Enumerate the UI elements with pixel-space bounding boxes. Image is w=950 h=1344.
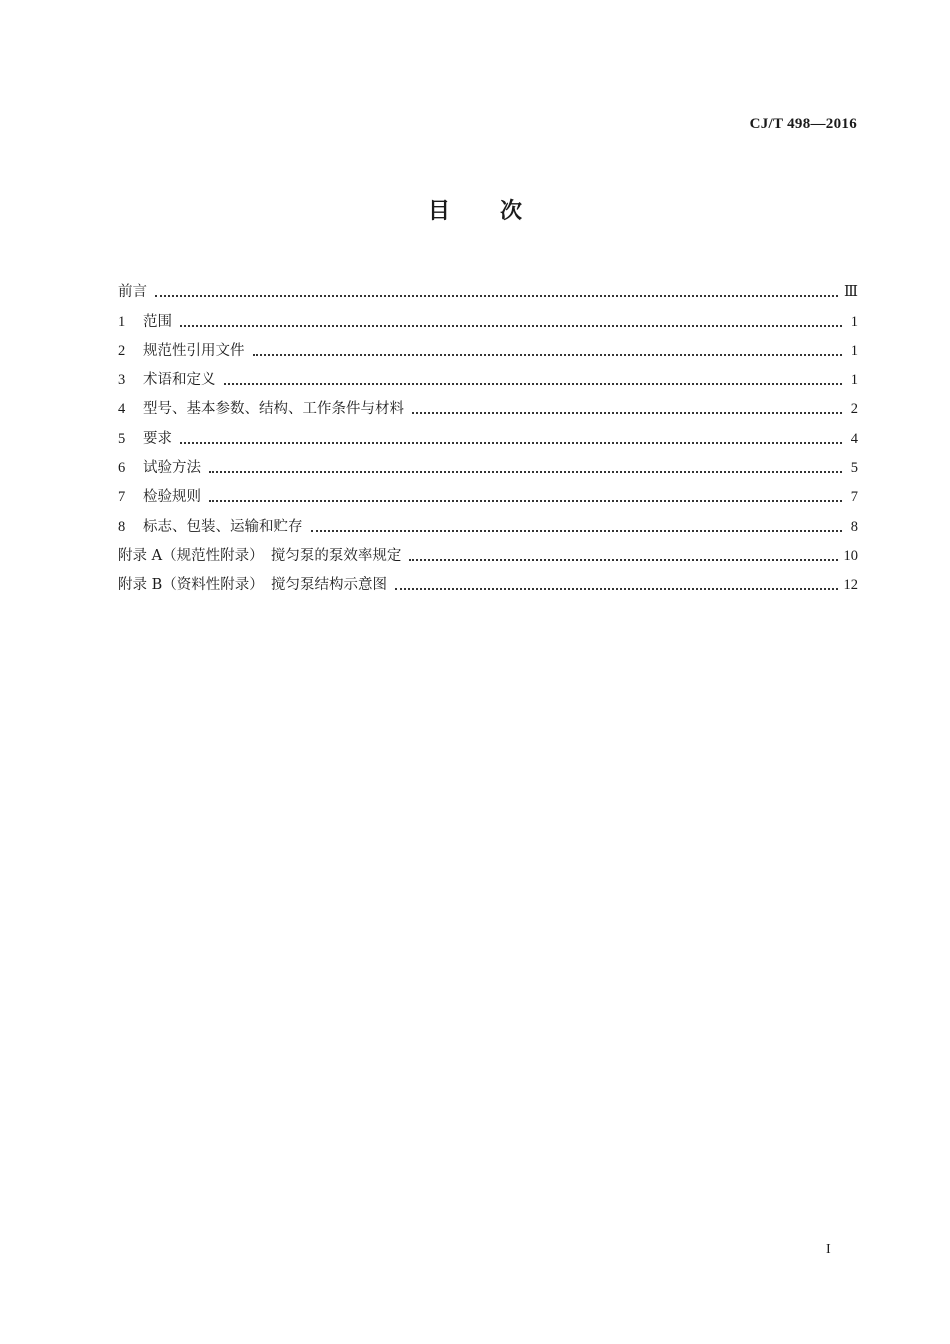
toc-entry-normative-references[interactable]	[118, 332, 858, 361]
toc-entry-annex-a[interactable]	[118, 537, 858, 566]
toc-entry-page: 1	[850, 313, 858, 330]
toc-entry-page: 7	[850, 489, 858, 506]
toc-entry-number: 2	[118, 342, 126, 359]
toc-entry-foreword[interactable]	[118, 273, 858, 302]
toc-entry-page: 8	[850, 518, 858, 535]
toc-entry-page: 10	[843, 547, 858, 564]
toc-dot-leader	[180, 442, 842, 444]
toc-title	[0, 196, 950, 228]
toc-entry-label: 前言	[118, 284, 147, 301]
toc-dot-leader	[253, 354, 843, 356]
toc-dot-leader	[209, 471, 842, 473]
toc-title-char: 目	[427, 199, 450, 224]
toc-entry-page: Ⅲ	[844, 284, 858, 301]
toc-entry-page: 2	[850, 401, 858, 418]
toc-entry-label: 附录 A（规范性附录） 搅匀泵的泵效率规定	[118, 547, 402, 564]
toc-entry-terms-definitions[interactable]	[118, 361, 858, 390]
toc-entry-label: 型号、基本参数、结构、工作条件与材料	[143, 401, 404, 418]
toc-entry-test-methods[interactable]	[118, 449, 858, 478]
toc-entry-label: 规范性引用文件	[143, 342, 245, 359]
toc-dot-leader	[224, 383, 843, 385]
toc-entry-number: 5	[118, 430, 126, 447]
page-number: I	[826, 1242, 831, 1257]
toc-entry-page: 1	[850, 342, 858, 359]
toc-entry-number: 4	[118, 401, 126, 418]
toc-dot-leader	[409, 559, 837, 561]
toc-dot-leader	[395, 588, 837, 590]
toc-entry-inspection-rules[interactable]	[118, 478, 858, 507]
toc-entry-number: 3	[118, 372, 126, 389]
toc-entry-label: 范围	[143, 313, 172, 330]
toc-entry-label: 附录 B（资料性附录） 搅匀泵结构示意图	[118, 577, 388, 594]
toc-dot-leader	[311, 530, 843, 532]
toc-entry-page: 12	[843, 577, 858, 594]
toc-entry-number: 7	[118, 489, 126, 506]
toc-entry-marking-packaging[interactable]	[118, 507, 858, 536]
toc-entry-label: 术语和定义	[143, 372, 216, 389]
toc-list	[118, 273, 858, 595]
toc-entry-page: 5	[850, 460, 858, 477]
toc-entry-page: 1	[850, 372, 858, 389]
toc-dot-leader	[412, 412, 842, 414]
toc-title-char: 次	[500, 199, 523, 224]
toc-entry-model-parameters[interactable]	[118, 390, 858, 419]
toc-entry-scope[interactable]	[118, 302, 858, 331]
toc-entry-label: 检验规则	[143, 489, 201, 506]
toc-entry-annex-b[interactable]	[118, 566, 858, 595]
toc-entry-label: 标志、包装、运输和贮存	[143, 518, 303, 535]
toc-entry-number: 6	[118, 460, 126, 477]
standard-code: CJ/T 498—2016	[749, 116, 857, 132]
toc-entry-requirements[interactable]	[118, 419, 858, 448]
toc-entry-page: 4	[850, 430, 858, 447]
toc-dot-leader	[180, 325, 842, 327]
toc-dot-leader	[155, 295, 838, 297]
toc-entry-number: 8	[118, 518, 126, 535]
toc-entry-label: 要求	[143, 430, 172, 447]
toc-entry-label: 试验方法	[143, 460, 201, 477]
toc-dot-leader	[209, 500, 842, 502]
toc-entry-number: 1	[118, 313, 126, 330]
